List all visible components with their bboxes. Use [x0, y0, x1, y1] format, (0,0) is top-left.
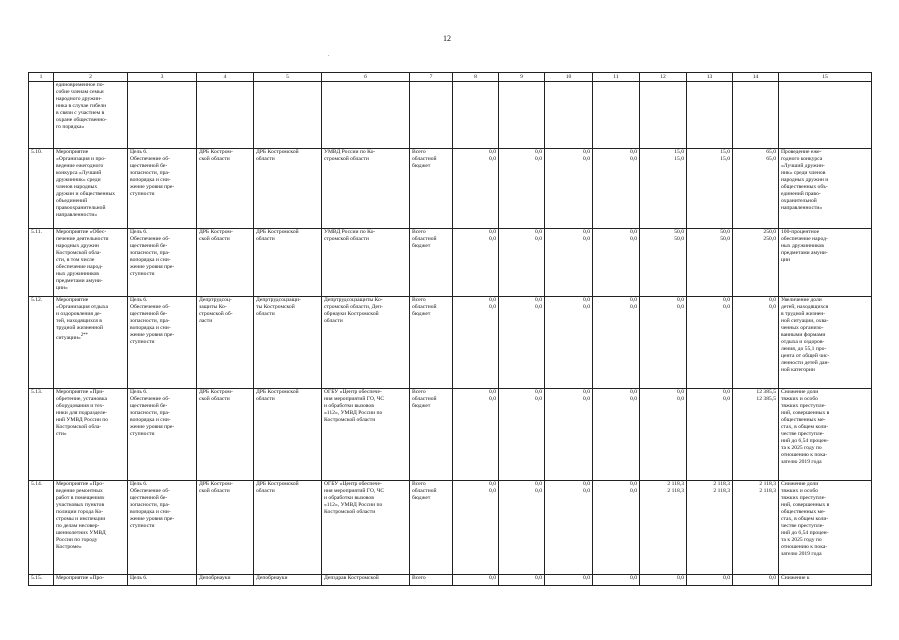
value-cell	[499, 82, 545, 149]
column-header: 3	[128, 73, 197, 82]
measure-name: Мероприятие «При- обретение, установка оборудования и тех- ники для подразделе- ний УМВД России по Костромской обла- сти»	[54, 389, 128, 481]
value-cell: 0,0 0,0	[545, 481, 593, 575]
column-header: 15	[779, 73, 872, 82]
value-cell: 0,0 0,0	[499, 229, 545, 297]
value-cell	[593, 82, 640, 149]
value-cell: 2 118,3 2 118,3	[640, 481, 687, 575]
measure-name: Мероприятие «Про- ведение ремонтных работ в помещениях участковых пунктов полиции города Ко- стромы и инспекции по делам несовер- шеннолетних УМВД России по городу Костроме»	[54, 481, 128, 575]
value-cell: 0,0	[453, 575, 499, 586]
goal-cell: Цель 6. Обеспечение об- щественной бе- зопасности, пра- вопорядка и сни- жение уровня пре- ступности	[128, 481, 197, 575]
value-cell: 2 118,3 2 118,3	[733, 481, 779, 575]
participants-cell	[322, 82, 410, 149]
coexecutor-cell: Депртрудсоц- защиты Ко- стромской об- ласти	[197, 297, 254, 389]
funding-source-cell: Всего областной бюджет	[410, 389, 453, 481]
page-number: 12	[443, 34, 451, 43]
value-cell: 2 118,3 2 118,3	[687, 481, 733, 575]
value-cell: 0,0 0,0	[453, 297, 499, 389]
expected-result-cell	[779, 82, 872, 149]
value-cell: 0,0	[545, 575, 593, 586]
row-number: 5.10.	[29, 149, 54, 229]
value-cell: 0,0 0,0	[545, 389, 593, 481]
row-number: 5.14.	[29, 481, 54, 575]
value-cell	[640, 82, 687, 149]
value-cell: 0,0	[687, 575, 733, 586]
value-cell	[545, 82, 593, 149]
goal-cell: Цель 6. Обеспечение об- щественной бе- зопасности, пра- вопорядка и сни- жение уровня пре- ступности	[128, 229, 197, 297]
table-row	[29, 389, 872, 481]
table-row	[29, 297, 872, 389]
column-header: 9	[499, 73, 545, 82]
value-cell	[453, 82, 499, 149]
value-cell: 50,0 50,0	[640, 229, 687, 297]
row-number: 5.15.	[29, 575, 54, 586]
participants-cell: УМВД России по Ко- стромской области	[322, 149, 410, 229]
table-row	[29, 82, 872, 149]
table-row	[29, 149, 872, 229]
column-header: 14	[733, 73, 779, 82]
measure-name-cell	[54, 297, 128, 389]
coexecutor-cell: Депобрнауки	[197, 575, 254, 586]
column-header: 7	[410, 73, 453, 82]
value-cell: 12 385,5 12 385,5	[733, 389, 779, 481]
expected-result-cell: Снижение к	[779, 575, 872, 586]
column-header: 2	[54, 73, 128, 82]
measure-name: Мероприятие «Организация и про- ведение ежегодного конкурса «Лучший дружинник» среди членов народных дружин и общественных объединений правоохранительной направленности»	[54, 149, 128, 229]
table-row	[29, 575, 872, 586]
expected-result-cell: 100-процентное обеспечение народ- ных дружинников предметами амуни- ции	[779, 229, 872, 297]
funding-source-cell	[410, 82, 453, 149]
value-cell: 0,0 0,0	[545, 149, 593, 229]
responsible-cell	[254, 82, 322, 149]
responsible-cell: ДРБ Костромской области	[254, 229, 322, 297]
funding-source-cell: Всего областной бюджет	[410, 229, 453, 297]
funding-source-cell: Всего	[410, 575, 453, 586]
value-cell: 0,0 0,0	[593, 481, 640, 575]
value-cell: 250,0 250,0	[733, 229, 779, 297]
expected-result-cell: Увеличение доли детей, находящихся в трудной жизнен- ной ситуации, охва- ченных организо- ванными формами отдыха и оздоров- ления, до 55,1 про- цента от общей чис- ленности детей дан- ной категории	[779, 297, 872, 389]
responsible-cell: ДРБ Костромской области	[254, 149, 322, 229]
value-cell	[687, 82, 733, 149]
value-cell: 65,0 65,0	[733, 149, 779, 229]
participants-cell: Депртрудсоцзащиты Ко- стромской области, Деп- обрнауки Костромской области	[322, 297, 410, 389]
responsible-cell: ДРБ Костромской области	[254, 481, 322, 575]
value-cell: 0,0 0,0	[453, 149, 499, 229]
value-cell: 0,0	[593, 575, 640, 586]
scan-mark: .	[328, 52, 330, 58]
coexecutor-cell: ДРБ Костром- ской области	[197, 149, 254, 229]
value-cell: 15,0 15,0	[640, 149, 687, 229]
goal-cell: Цель 6. Обеспечение об- щественной бе- зопасности, пра- вопорядка и сни- жение уровня пре- ступности	[128, 389, 197, 481]
value-cell: 50,0 50,0	[687, 229, 733, 297]
goal-cell: Цель 6.	[128, 575, 197, 586]
column-number-row	[29, 73, 872, 82]
footnote-mark: 2**	[80, 333, 88, 338]
responsible-cell: Депобрнауки	[254, 575, 322, 586]
value-cell: 0,0	[640, 575, 687, 586]
value-cell: 0,0	[733, 575, 779, 586]
value-cell: 0,0 0,0	[499, 297, 545, 389]
goal-cell	[128, 82, 197, 149]
row-number: 5.13.	[29, 389, 54, 481]
value-cell: 0,0 0,0	[545, 297, 593, 389]
expected-result-cell: Снижение доли тяжких и особо тяжких преступле- ний, совершенных в общественных ме- стах, в общем коли- честве преступле- ний до 6,54 процен- та к 2025 году по отношению к пока- зателю 2019 года	[779, 481, 872, 575]
table-row	[29, 229, 872, 297]
column-header: 4	[197, 73, 254, 82]
value-cell: 0,0 0,0	[593, 229, 640, 297]
table-row	[29, 481, 872, 575]
row-number: 5.11.	[29, 229, 54, 297]
column-header: 1	[29, 73, 54, 82]
value-cell: 0,0 0,0	[593, 297, 640, 389]
goal-cell: Цель 6. Обеспечение об- щественной бе- зопасности, пра- вопорядка и сни- жение уровня пре- ступности	[128, 297, 197, 389]
column-header: 11	[593, 73, 640, 82]
value-cell: 0,0 0,0	[453, 481, 499, 575]
funding-source-cell: Всего областной бюджет	[410, 149, 453, 229]
value-cell: 15,0 15,0	[687, 149, 733, 229]
value-cell	[733, 82, 779, 149]
column-header: 10	[545, 73, 593, 82]
value-cell: 0,0 0,0	[499, 481, 545, 575]
column-header: 13	[687, 73, 733, 82]
value-cell: 0,0 0,0	[499, 389, 545, 481]
value-cell: 0,0	[499, 575, 545, 586]
coexecutor-cell	[197, 82, 254, 149]
column-header: 6	[322, 73, 410, 82]
column-header: 8	[453, 73, 499, 82]
value-cell: 0,0 0,0	[733, 297, 779, 389]
value-cell: 0,0 0,0	[640, 389, 687, 481]
measure-name: Мероприятие «Организация отдыха и оздоровления де- тей, находящихся в трудной жизненной ситуации»	[56, 297, 108, 341]
row-number	[29, 82, 54, 149]
funding-source-cell: Всего областной бюджет	[410, 481, 453, 575]
value-cell: 0,0 0,0	[640, 297, 687, 389]
responsible-cell: ДРБ Костромской области	[254, 389, 322, 481]
value-cell: 0,0 0,0	[593, 389, 640, 481]
row-number: 5.12.	[29, 297, 54, 389]
value-cell: 0,0 0,0	[687, 297, 733, 389]
value-cell: 0,0 0,0	[687, 389, 733, 481]
coexecutor-cell: ДРБ Костром- ской области	[197, 481, 254, 575]
measure-name: Мероприятие «Обес- печение деятельности народных дружин Костромской обла- сти, в том числе обеспечение народ- ных дружинников предметами амуни- ции»	[54, 229, 128, 297]
participants-cell: ОГБУ «Центр обеспече- ния мероприятий ГО, ЧС и обработки вызовов «112», УМВД России по Костромской области	[322, 389, 410, 481]
responsible-cell: Депртрудсоцзащи- ты Костромской области	[254, 297, 322, 389]
value-cell: 0,0 0,0	[499, 149, 545, 229]
coexecutor-cell: ДРБ Костром- ской области	[197, 389, 254, 481]
coexecutor-cell: ДРБ Костром- ской области	[197, 229, 254, 297]
participants-cell: УМВД России по Ко- стромской области	[322, 229, 410, 297]
participants-cell: Депздрав Костромской	[322, 575, 410, 586]
measure-name: единовременное по- собие членам семьи народного дружин- ника в случае гибели в связи с участием в охране общественно- го порядка»	[54, 82, 128, 149]
value-cell: 0,0 0,0	[545, 229, 593, 297]
expected-result-cell: Снижение доли тяжких и особо тяжких преступле- ний, совершенных в общественных ме- стах, в общем коли- честве преступле- ний до 6,54 процен- та к 2025 году по отношению к пока- зателю 2019 года	[779, 389, 872, 481]
expected-result-cell: Проведение еже- годного конкурса «Лучший дружин- ник» среди членов народных дружин и общественных объ- единений право- охранительной направленности»	[779, 149, 872, 229]
column-header: 12	[640, 73, 687, 82]
program-table	[28, 72, 872, 586]
value-cell: 0,0 0,0	[453, 229, 499, 297]
goal-cell: Цель 6. Обеспечение об- щественной бе- зопасности, пра- вопорядка и сни- жение уровня пре- ступности	[128, 149, 197, 229]
measure-name: Мероприятие «Про-	[54, 575, 128, 586]
funding-source-cell: Всего областной бюджет	[410, 297, 453, 389]
participants-cell: ОГБУ «Центр обеспече- ния мероприятий ГО, ЧС и обработки вызовов «112», УМВД России по Костромской области	[322, 481, 410, 575]
value-cell: 0,0 0,0	[593, 149, 640, 229]
value-cell: 0,0 0,0	[453, 389, 499, 481]
column-header: 5	[254, 73, 322, 82]
